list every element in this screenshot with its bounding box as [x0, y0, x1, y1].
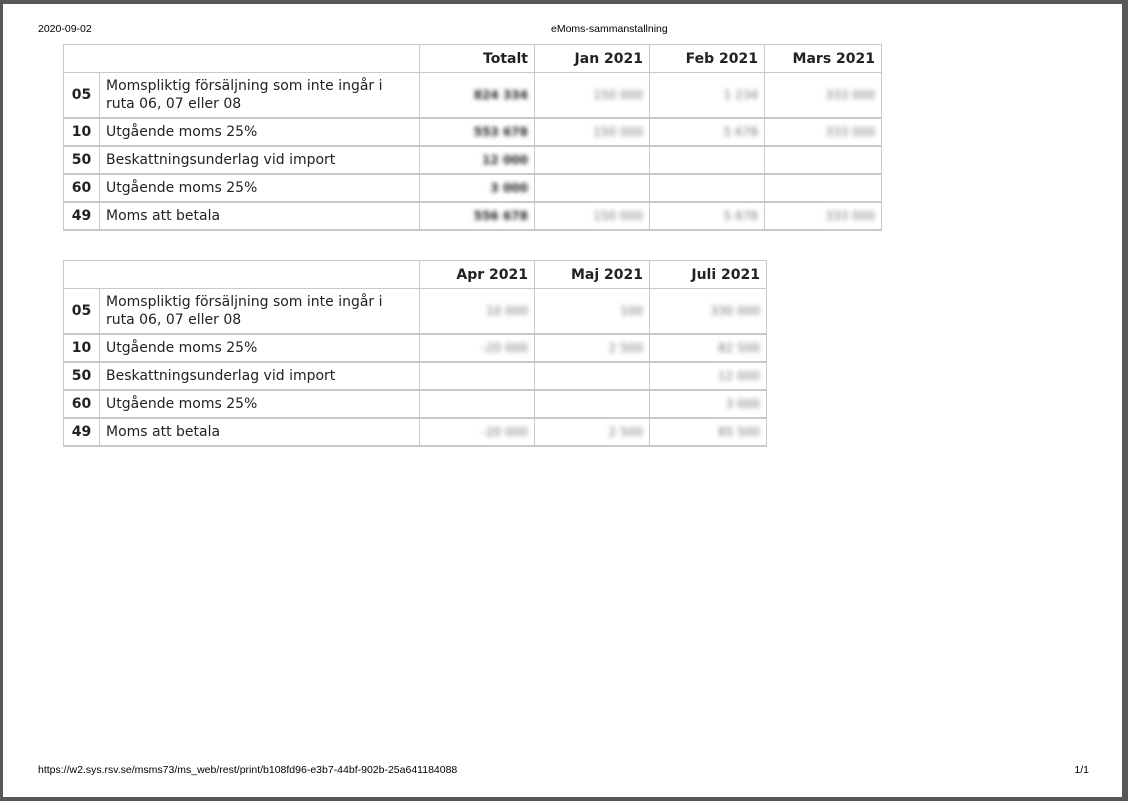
table-row — [64, 418, 767, 446]
value-cell — [765, 73, 882, 119]
print-url: https://w2.sys.rsv.se/msms73/ms_web/rest/print/b108fd96-e3b7-44bf-902b-25a641184088 — [38, 764, 458, 776]
row-code: 49 — [64, 418, 100, 446]
page-number: 1/1 — [1074, 764, 1089, 776]
table-header-row — [64, 261, 767, 289]
value-cell — [650, 73, 765, 119]
value-cell — [650, 418, 767, 446]
row-code: 05 — [64, 73, 100, 119]
blurred-value: 150 000 — [593, 88, 643, 102]
blurred-value: 82 500 — [718, 341, 760, 355]
row-code: 49 — [64, 202, 100, 230]
value-cell — [765, 146, 882, 174]
blurred-value: 553 678 — [473, 125, 528, 139]
value-cell — [535, 146, 650, 174]
blurred-value: 556 678 — [473, 209, 528, 223]
row-code: 60 — [64, 174, 100, 202]
blurred-value: -20 000 — [481, 341, 528, 355]
row-label: Beskattningsunderlag vid import — [100, 362, 420, 390]
value-cell — [420, 390, 535, 418]
header-blank-cell — [64, 261, 420, 289]
vat-summary-table-2 — [63, 260, 767, 447]
value-cell — [650, 146, 765, 174]
table-row — [64, 202, 882, 230]
value-cell — [535, 289, 650, 335]
value-cell — [650, 174, 765, 202]
value-cell — [420, 289, 535, 335]
value-cell — [420, 174, 535, 202]
table-row — [64, 390, 767, 418]
table-row — [64, 73, 882, 119]
table-header-row — [64, 45, 882, 73]
value-cell — [535, 418, 650, 446]
print-page — [3, 4, 1122, 797]
value-cell — [765, 118, 882, 146]
value-cell — [535, 73, 650, 119]
value-cell — [535, 362, 650, 390]
value-cell — [650, 390, 767, 418]
value-cell — [420, 118, 535, 146]
table-row — [64, 334, 767, 362]
row-label: Utgående moms 25% — [100, 390, 420, 418]
row-label: Moms att betala — [100, 202, 420, 230]
row-label: Momspliktig försäljning som inte ingår i ruta 06, 07 eller 08 — [100, 73, 420, 119]
table-row — [64, 174, 882, 202]
table-row — [64, 289, 767, 335]
value-cell — [535, 390, 650, 418]
column-header-juli-2021: Juli 2021 — [650, 261, 767, 289]
row-label: Momspliktig försäljning som inte ingår i ruta 06, 07 eller 08 — [100, 289, 420, 335]
table-row — [64, 362, 767, 390]
value-cell — [765, 202, 882, 230]
blurred-value: 333 000 — [825, 209, 875, 223]
print-date: 2020-09-02 — [38, 23, 92, 35]
value-cell — [535, 334, 650, 362]
row-label: Utgående moms 25% — [100, 174, 420, 202]
row-code: 10 — [64, 118, 100, 146]
row-code: 10 — [64, 334, 100, 362]
blurred-value: 5 678 — [723, 125, 758, 139]
table-row — [64, 118, 882, 146]
value-cell — [650, 202, 765, 230]
row-code: 50 — [64, 146, 100, 174]
blurred-value: 5 678 — [723, 209, 758, 223]
document-title: eMoms-sammanstallning — [551, 23, 668, 35]
row-label: Beskattningsunderlag vid import — [100, 146, 420, 174]
row-label: Utgående moms 25% — [100, 334, 420, 362]
value-cell — [650, 334, 767, 362]
value-cell — [650, 289, 767, 335]
blurred-value: 3 000 — [490, 181, 528, 195]
value-cell — [420, 73, 535, 119]
value-cell — [765, 174, 882, 202]
row-label: Utgående moms 25% — [100, 118, 420, 146]
blurred-value: 1 234 — [723, 88, 758, 102]
value-cell — [420, 418, 535, 446]
blurred-value: 333 000 — [825, 88, 875, 102]
column-header-feb-2021: Feb 2021 — [650, 45, 765, 73]
value-cell — [535, 118, 650, 146]
blurred-value: 2 500 — [608, 341, 643, 355]
blurred-value: -20 000 — [481, 425, 528, 439]
table-row — [64, 146, 882, 174]
column-header-apr-2021: Apr 2021 — [420, 261, 535, 289]
blurred-value: 3 000 — [725, 397, 760, 411]
row-label: Moms att betala — [100, 418, 420, 446]
value-cell — [535, 202, 650, 230]
vat-summary-table-1 — [63, 44, 882, 231]
row-code: 60 — [64, 390, 100, 418]
value-cell — [650, 362, 767, 390]
blurred-value: 150 000 — [593, 209, 643, 223]
blurred-value: 150 000 — [593, 125, 643, 139]
row-code: 50 — [64, 362, 100, 390]
header-blank-cell — [64, 45, 420, 73]
blurred-value: 85 500 — [718, 425, 760, 439]
blurred-value: 333 000 — [825, 125, 875, 139]
value-cell — [535, 174, 650, 202]
value-cell — [650, 118, 765, 146]
value-cell — [420, 202, 535, 230]
column-header-maj-2021: Maj 2021 — [535, 261, 650, 289]
value-cell — [420, 362, 535, 390]
value-cell — [420, 146, 535, 174]
blurred-value: 12 000 — [482, 153, 528, 167]
blurred-value: 2 500 — [608, 425, 643, 439]
blurred-value: 12 000 — [718, 369, 760, 383]
column-header-mars-2021: Mars 2021 — [765, 45, 882, 73]
blurred-value: 330 000 — [710, 304, 760, 318]
column-header-totalt: Totalt — [420, 45, 535, 73]
row-code: 05 — [64, 289, 100, 335]
blurred-value: 100 — [620, 304, 643, 318]
column-header-jan-2021: Jan 2021 — [535, 45, 650, 73]
blurred-value: 10 000 — [486, 304, 528, 318]
value-cell — [420, 334, 535, 362]
blurred-value: 824 334 — [473, 88, 528, 102]
